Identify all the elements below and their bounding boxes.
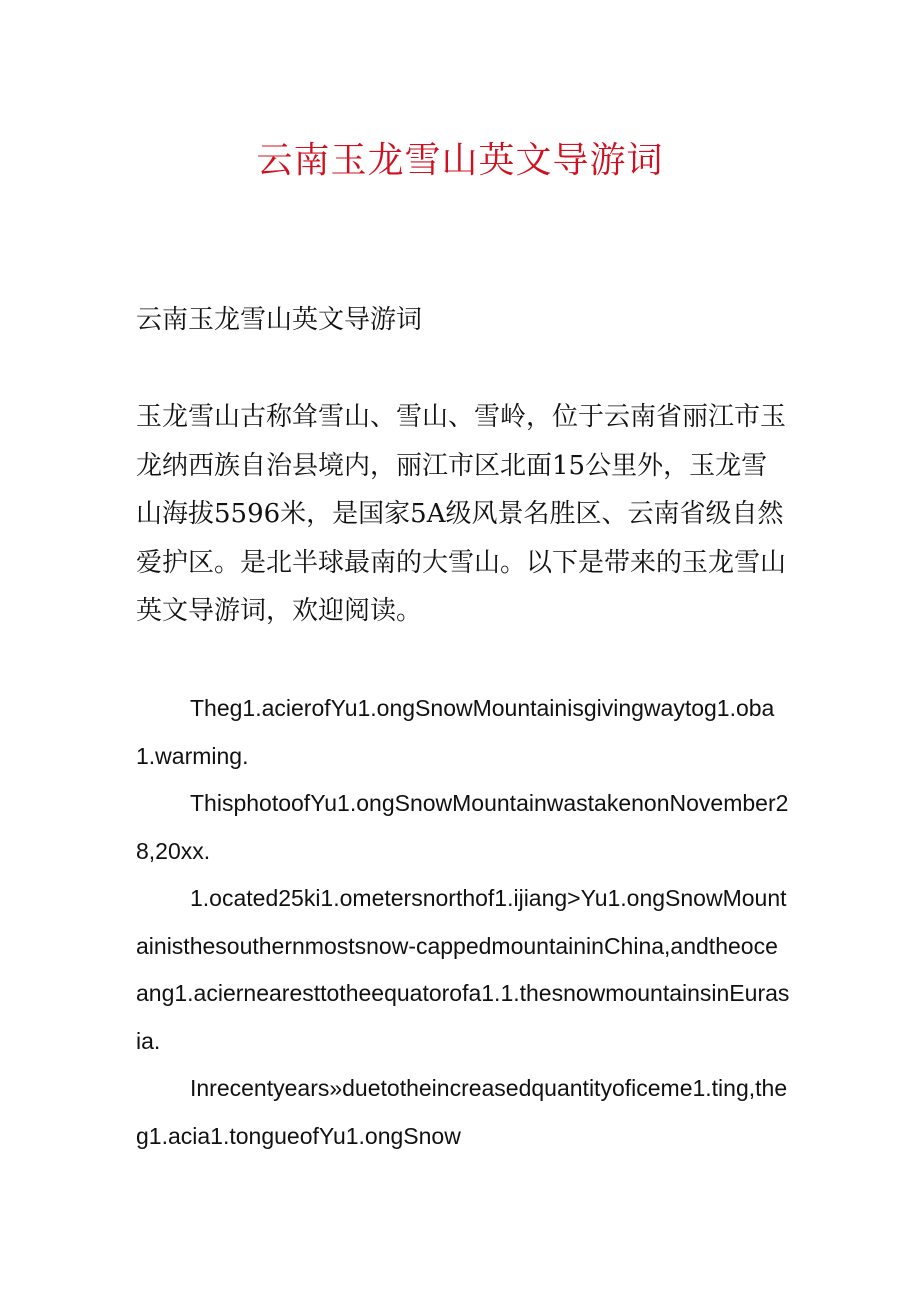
intro-paragraph: 玉龙雪山古称耸雪山、雪山、雪岭，位于云南省丽江市玉龙纳西族自治县境内，丽江市区北面15公里外，玉龙雪山海拔5596米，是国家5A级风景名胜区、云南省级自然爱护区。是北半球最南的大雪山。以下是带来的玉龙雪山英文导游词，欢迎阅读。 <box>136 402 787 626</box>
page-title: 云南玉龙雪山英文导游词 <box>256 140 664 181</box>
english-paragraph-2: ThisphotoofYu1.ongSnowMountainwastakenonNovember28,20xx. <box>136 790 789 864</box>
english-paragraph-4: Inrecentyears»duetotheincreasedquantityoficeme1.ting,theg1.acia1.tongueofYu1.ongSnow <box>136 1075 788 1149</box>
document-subtitle: 云南玉龙雪山英文导游词 <box>136 305 423 335</box>
english-paragraph-1: Theg1.acierofYu1.ongSnowMountainisgivingwaytog1.oba1.warming. <box>136 695 775 769</box>
english-text-block <box>136 685 790 1160</box>
english-paragraph-3: 1.ocated25ki1.ometersnorthof1.ijiang>Yu1.ongSnowMountainisthesouthernmostsnow-cappedmountaininChina,andtheoceang1.aciernearesttotheequatorofa1.1.thesnowmountainsinEurasia. <box>136 885 790 1054</box>
